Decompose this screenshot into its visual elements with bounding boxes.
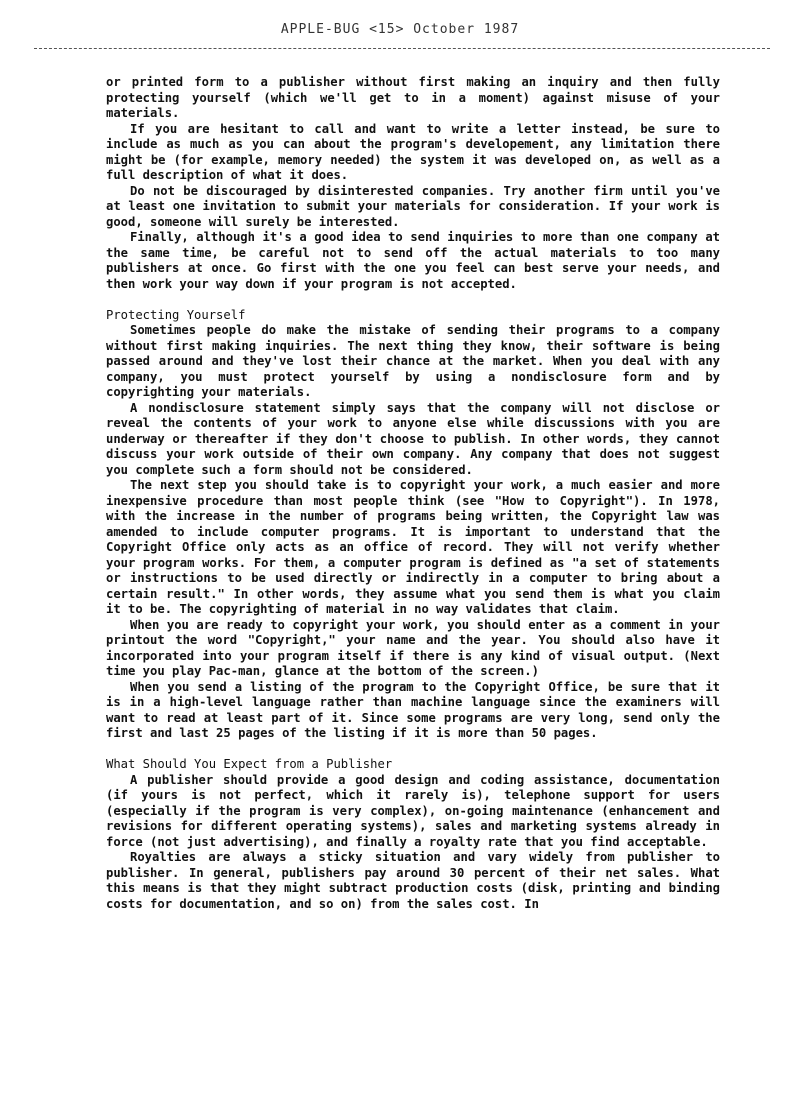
paragraph: When you send a listing of the program to the Copyright Office, be sure that it is in a high-level language rather than machine language since the examiners will want to read at least part of it. Since some programs are very long, send only the first and last 25 pages of the listing if it is more than 50 pages. (106, 679, 720, 740)
paragraph: The next step you should take is to copyright your work, a much easier and more inexpensive procedure than most people think (see "How to Copyright"). In 1978, with the increase in the number of programs being written, the Copyright law was amended to include computer programs. It is important to understand that the Copyright Office only acts as an office of record. They will not verify whether your program works. For them, a computer program is defined as "a set of statements or instructions to be used directly or indirectly in a computer to bring about a certain result." In other words, they assume what you send them is what you claim it to be. The copyrighting of material in no way validates that claim. (106, 478, 720, 616)
paragraph: Royalties are always a sticky situation and vary widely from publisher to publisher. In general, publishers pay around 30 percent of their net sales. What this means is that they might subtract production costs (disk, printing and binding costs for documentation, and so on) from the sales cost. In (106, 850, 720, 911)
section-gap (106, 742, 720, 758)
article-body (106, 75, 720, 912)
section-heading-protecting-yourself: Protecting Yourself (106, 307, 246, 322)
paragraph: Do not be discouraged by disinterested companies. Try another firm until you've at least one invitation to submit your materials for consideration. If your work is good, someone will surely be interested. (106, 183, 720, 229)
paragraph: Sometimes people do make the mistake of sending their programs to a company without first making inquiries. The next thing they know, their software is being passed around and they've lost their chance at the market. When you deal with any company, you must protect yourself by using a nondisclosure form and by copyrighting your materials. (106, 323, 720, 399)
paragraph: If you are hesitant to call and want to write a letter instead, be sure to include as much as you can about the program's developement, any limitation there might be (for example, memory needed) the system it was developed on, as well as a full description of what it does. (106, 121, 720, 182)
section-gap (106, 292, 720, 308)
paragraph: A publisher should provide a good design and coding assistance, documentation (if yours is not perfect, which it rarely is), telephone support for users (especially if the program is very complex), on-going maintenance (enhancement and revisions for different operating systems), sales and marketing systems already in force (not just advertising), and finally a royalty rate that you find acceptable. (106, 772, 720, 849)
section-heading-publisher-expectations: What Should You Expect from a Publisher (106, 757, 393, 771)
paragraph: A nondisclosure statement simply says that the company will not disclose or reveal the contents of your work to anyone else while discussions with you are underway or thereafter if they don't choose to publish. In other words, they cannot discuss your work outside of their own company. Any company that does not suggest you complete such a form should not be considered. (106, 400, 720, 477)
page-header: APPLE-BUG <15> October 1987 (280, 22, 520, 37)
paragraph: When you are ready to copyright your work, you should enter as a comment in your printout the word "Copyright," your name and the year. You should also have it incorporated into your program itself if there is any kind of visual output. (Next time you play Pac-man, glance at the bottom of the screen.) (106, 617, 720, 678)
paragraph: or printed form to a publisher without first making an inquiry and then fully protecting yourself (which we'll get to in a moment) against misuse of your materials. (106, 75, 720, 120)
paragraph: Finally, although it's a good idea to send inquiries to more than one company at the same time, be careful not to send off the actual materials to too many publishers at once. Go first with the one you feel can best serve your needs, and then work your way down if your program is not accepted. (106, 230, 720, 291)
header-divider (34, 48, 770, 49)
